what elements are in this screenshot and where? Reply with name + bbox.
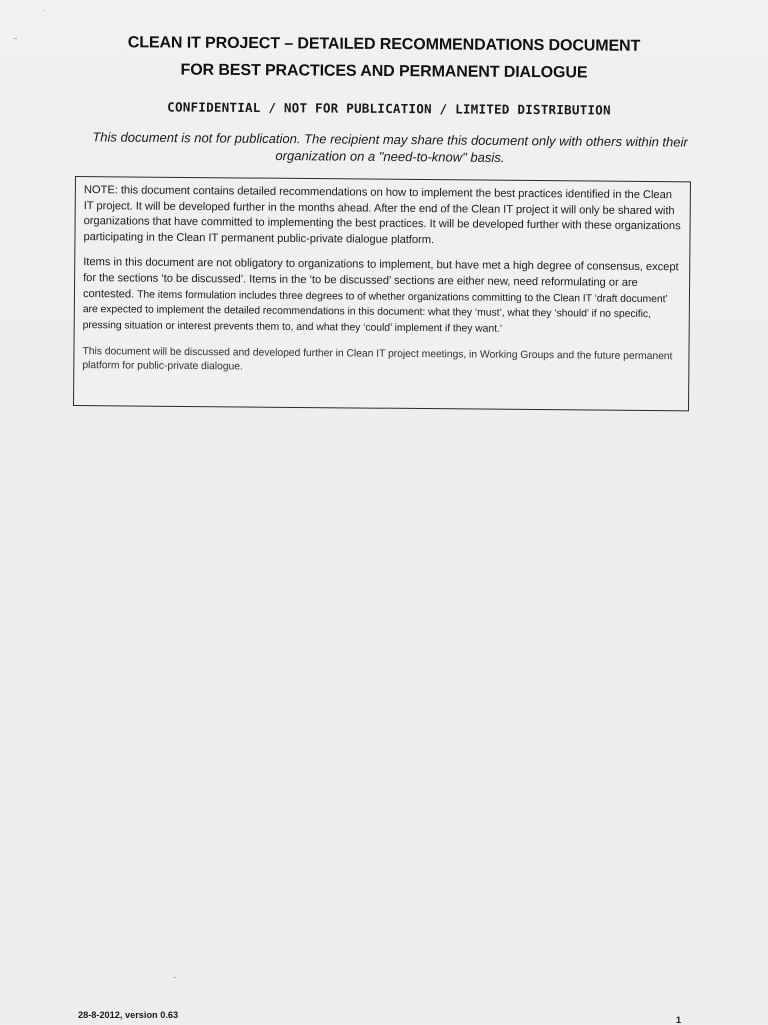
footer-date-version: 28-8-2012, version 0.63	[78, 1010, 179, 1020]
note-paragraph-2	[83, 255, 682, 338]
note-box	[73, 176, 691, 411]
scan-speck	[44, 10, 45, 11]
note-paragraph-1: NOTE: this document contains detailed recommendations on how to implement the best practices identified in the Clean IT project. It will be developed further in the months ahead. After the end of the Clean IT project it will only be shared with organizations that have committed to implementing the best practices. It will be developed further with these organizations participating in the Clean IT permanent public-private dialogue platform.	[83, 184, 681, 246]
scan-speck	[174, 977, 176, 978]
note-paragraph-3: This document will be discussed and developed further in Clean IT project meetings, in Working Groups and the future permanent platform for public-private dialogue.	[82, 346, 673, 373]
page-number: 1	[676, 1015, 682, 1025]
note-paragraph-2-small: The items formulation includes three degrees to of whether organizations committing to the Clean IT ‘draft document’ are expected to implement the detailed recommendations in this document: what they ‘must’, what they ‘should’ if no specific, pressing situation or interest prevents them to, and what they ‘could’ implement if they want.’	[82, 289, 668, 335]
confidentiality-banner: CONFIDENTIAL / NOT FOR PUBLICATION / LIMITED DISTRIBUTION	[167, 99, 611, 118]
document-title-line1: CLEAN IT PROJECT – DETAILED RECOMMENDATIONS DOCUMENT	[127, 34, 641, 55]
note-paragraph-2-main: Items in this document are not obligatory to organizations to implement, but have met a high degree of consensus, except for the sections ‘to be discussed’. Items in the ‘to be discussed’ sections are either new, need reformulating or are contested.	[82, 256, 679, 301]
document-title-line2: FOR BEST PRACTICES AND PERMANENT DIALOGUE	[180, 61, 588, 82]
publication-notice: This document is not for publication. The recipient may share this document only with others within their organization on a "need-to-know" basis.	[92, 129, 688, 165]
